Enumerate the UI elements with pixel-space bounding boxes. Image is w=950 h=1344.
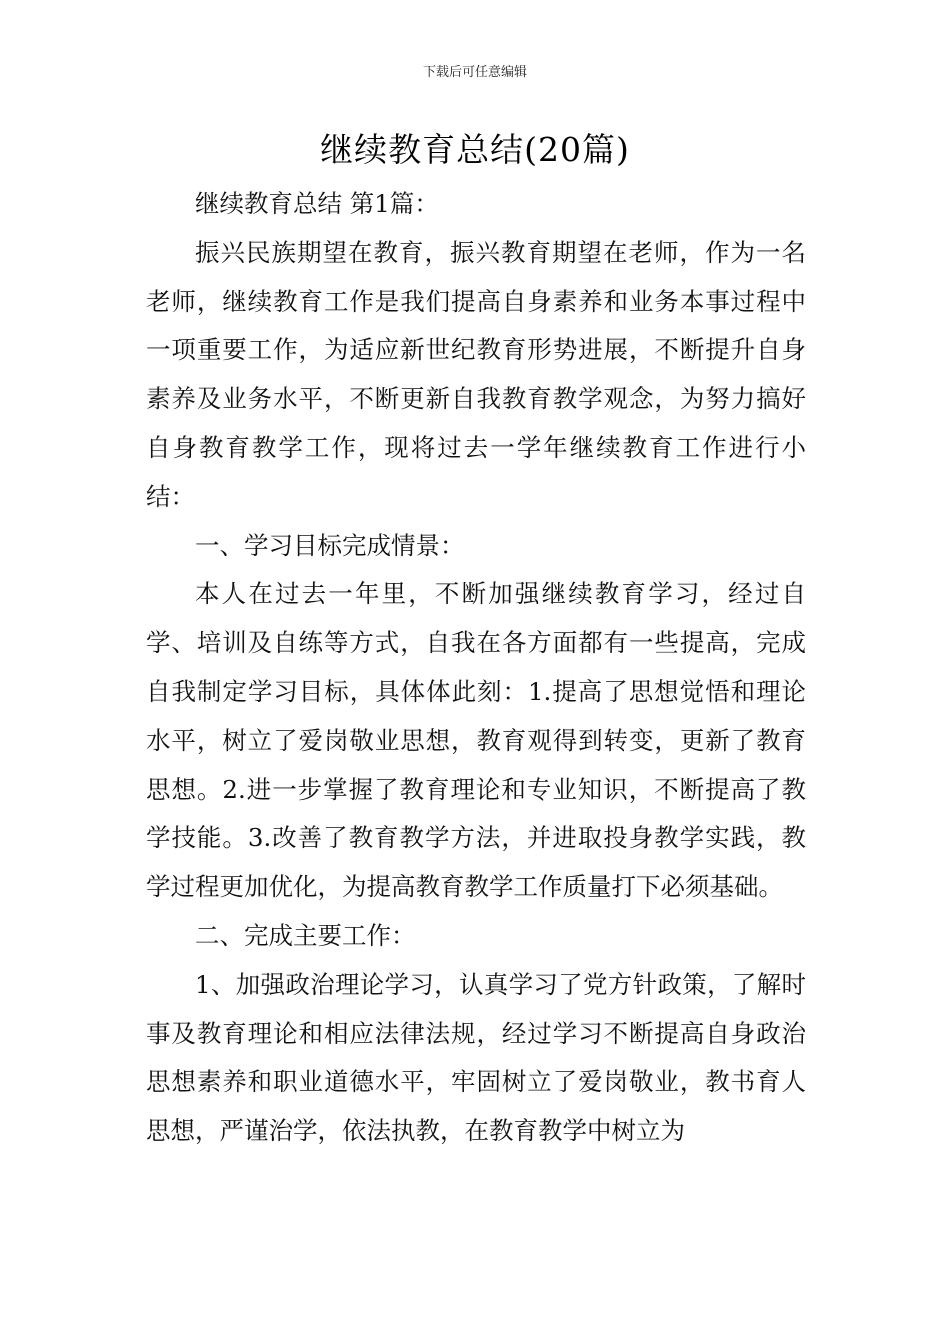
document-body	[146, 180, 806, 1156]
document-title: 继续教育总结(20篇)	[320, 130, 630, 169]
paragraph: 1、加强政治理论学习，认真学习了党方针政策，了解时事及教育理论和相应法律法规，经过学习不断提高自身政治思想素养和职业道德水平，牢固树立了爱岗敬业，教书育人思想，严谨治学，依法执教，在教育教学中树立为	[146, 969, 806, 1146]
paragraph: 本人在过去一年里，不断加强继续教育学习，经过自学、培训及自练等方式，自我在各方面都有一些提高，完成自我制定学习目标，具体体此刻：1.提高了思想觉悟和理论水平，树立了爱岗敬业思想，教育观得到转变，更新了教育思想。2.进一步掌握了教育理论和专业知识，不断提高了教学技能。3.改善了教育教学方法，并进取投身教学实践，教学过程更加优化，为提高教育教学工作质量打下必须基础。	[146, 579, 806, 902]
paragraph: 振兴民族期望在教育，振兴教育期望在老师，作为一名老师，继续教育工作是我们提高自身素养和业务本事过程中一项重要工作，为适应新世纪教育形势进展，不断提升自身素养及业务水平，不断更新自我教育教学观念，为努力搞好自身教育教学工作，现将过去一学年继续教育工作进行小结：	[146, 237, 806, 511]
section-heading: 二、完成主要工作：	[195, 920, 416, 950]
page-header: 下载后可任意编辑	[422, 65, 527, 80]
section-heading: 继续教育总结 第1篇：	[195, 189, 439, 218]
section-heading: 一、学习目标完成情景：	[195, 530, 465, 560]
